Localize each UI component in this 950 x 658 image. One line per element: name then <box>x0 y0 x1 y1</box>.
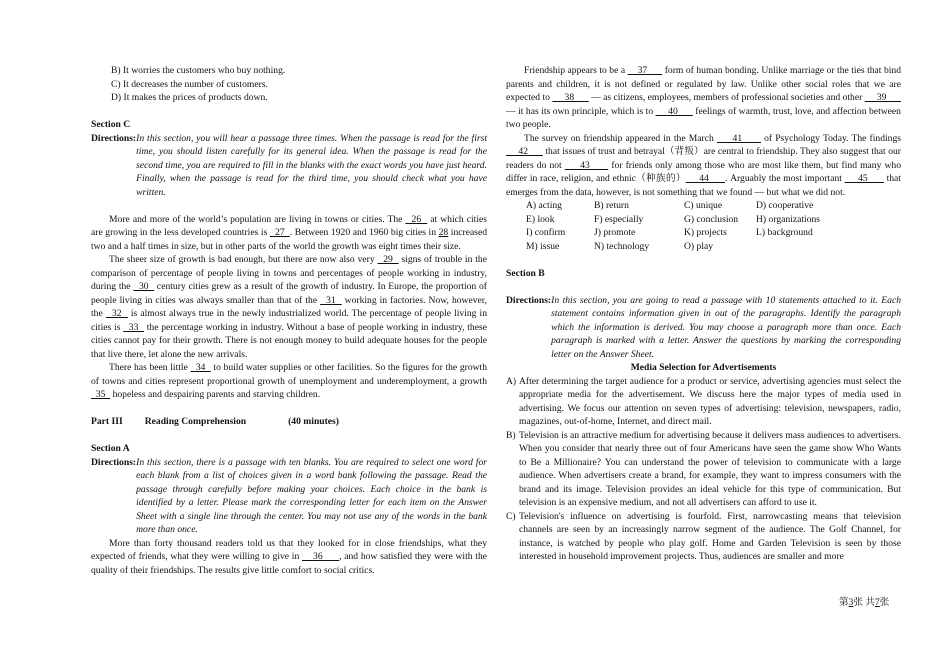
article-title: Media Selection for Advertisements <box>630 362 777 373</box>
blank-33: 33 <box>123 321 144 333</box>
word-bank-item: K) projects <box>684 227 727 238</box>
article-paragraph-c: C) Television's influence on advertising is fourfold. First, narrowcasting means that television channels are seen by an increasingly narrow segment of the audience. The Golf Channel, for instance, is watched by people who play golf. Home and Garden Television is seen by those interested in household improvement projects. Thus, audiences are smaller and more <box>506 510 901 562</box>
word-bank-item: D) cooperative <box>756 200 814 211</box>
blank-38: 38 <box>552 92 589 103</box>
directions-text: In this section, you will hear a passage three times. When the passage is read for the first time, you should listen carefully for its general idea. When the passage is read for the second time, you are required to fill in the blanks with the exact words you have just heard. Finally, when the passage is read for the third time, you should check what you have written. <box>136 132 487 198</box>
option-b: B) It worries the customers who buy nothing. <box>111 65 286 76</box>
word-bank-item: N) technology <box>594 240 650 252</box>
blank-29: 29 <box>377 254 399 265</box>
blank-31: 31 <box>320 294 342 306</box>
blank-40: 40 <box>655 105 693 117</box>
word-bank-item: A) acting <box>526 200 562 211</box>
option-d: D) It makes the prices of products down. <box>111 92 268 103</box>
passage-paragraph-2: The sheer size of growth is bad enough, but there are now also very 29 signs of trouble in the comparison of percentage of people living in towns and percentages of people working in industry, during the 30 century cities grew as a result of the growth of industry. In Europe, the proportion of people living in cities was always smaller than that of the 31 working in factories. Now, however, the 32 is almost always true in the newly industrialized world. The percentage of people living in cities is 33 the percentage working in industry. Without a base of people working in industry, these cities cannot pay for their growth. There is not enough money to build adequate houses for the people that live there, let alone the new arrivals. <box>91 254 488 360</box>
directions-label: Directions: <box>91 132 137 144</box>
directions-label: Directions: <box>91 456 137 468</box>
blank-27: 27 <box>269 227 290 238</box>
page-number: 3 <box>848 597 854 608</box>
blank-42: 42 <box>506 146 543 157</box>
blank-34: 34 <box>190 362 211 373</box>
blank-35: 35 <box>91 389 111 400</box>
passage-paragraph-3: There has been little 34 to build water supplies or other facilities. So the figures for the growth of towns and cities represent proportional growth of unemployment and underemployment, a growth 35 hopeless and despairing parents and starving children. <box>91 362 488 400</box>
blank-43: 43 <box>564 159 609 171</box>
blank-45: 45 <box>844 173 884 184</box>
article-paragraph-a: A) After determining the target audience for a product or service, advertising agencies must select the appropriate media for the advertisement. We discuss here the major types of media used in advertising. We focus our attention on seven types of advertising: television, newspapers, radio, magazines, out-of-home, Internet, and direct mail. <box>506 375 901 427</box>
right-column <box>506 64 901 564</box>
word-bank-item: I) confirm <box>526 227 566 238</box>
directions-text: In this section, you are going to read a passage with 10 statements attached to it. Each statement contains information given in out of the paragraphs. Identify the paragraph which the information is derived. You may choose a paragraph more than once. Each paragraph is marked with a letter. Answer the questions by marking the corresponding letter on the Answer Sheet. <box>551 294 901 360</box>
blank-26: 26 <box>405 213 428 225</box>
section-a-directions <box>91 456 487 537</box>
section-b-directions <box>506 294 901 362</box>
word-bank-item: L) background <box>756 227 813 238</box>
word-bank-item: G) conclusion <box>684 213 739 225</box>
word-bank-item: E) look <box>526 213 555 225</box>
section-a-paragraph-1: More than forty thousand readers told us that they looked for in close friendships, what they expected of friends, what they were willing to give in 36 , and how satisfied they were with the quality of their friendships. The results give little comfort to social critics. <box>91 537 487 576</box>
blank-30: 30 <box>133 281 155 292</box>
section-b-heading: Section B <box>506 267 545 279</box>
section-c-directions <box>91 132 487 200</box>
word-bank-item: J) promote <box>594 227 636 238</box>
page-total: 7 <box>874 597 880 608</box>
blank-37: 37 <box>627 65 663 76</box>
page-footer: 第3张 共7张 <box>839 597 890 608</box>
word-bank <box>506 199 901 253</box>
section-a-heading: Section A <box>91 443 130 454</box>
section-c-heading: Section C <box>91 119 131 130</box>
blank-36: 36 <box>302 551 340 562</box>
directions-label: Directions: <box>506 294 552 306</box>
word-bank-item: B) return <box>594 200 629 211</box>
blank-28: 28 <box>438 227 449 238</box>
word-bank-item: F) especially <box>594 213 644 225</box>
part-three-heading: Part III Reading Comprehension (40 minutes) <box>91 416 339 427</box>
directions-text: In this section, there is a passage with ten blanks. You are required to select one word for each blank from a list of choices given in a word bank following the passage. Read the passage through carefully before making your choices. Each choice in the bank is identified by a letter. Please mark the corresponding letter for each item on the Answer Sheet with a single line through the center. You may not use any of the words in the bank more than once. <box>136 456 487 535</box>
blank-44: 44 <box>685 173 725 184</box>
friendship-paragraph-2: The survey on friendship appeared in the March 41 of Psychology Today. The findings 42 that issues of trust and betrayal（背叛）are central to friendship. They also suggest that our readers do not 43 for friends only among those who are most like them, but find many who differ in race, religion, and ethnic（种族的） 44 . Arguably the most important 45 that emerges from the data, however, is not something that we found — but what we did not. <box>506 132 902 198</box>
word-bank-item: C) unique <box>684 200 723 211</box>
blank-32: 32 <box>105 308 128 319</box>
option-c: C) It decreases the number of customers. <box>111 78 268 90</box>
blank-41: 41 <box>716 132 761 144</box>
word-bank-item: O) play <box>684 240 714 252</box>
word-bank-item: H) organizations <box>756 213 821 225</box>
friendship-paragraph-1: Friendship appears to be a 37 form of human bonding. Unlike marriage or the ties that bind parents and children, it is not defined or regulated by law. Unlike other social roles that we are expected to 38 — as citizens, employees, members of professional societies and other 39 — it has its own principle, which is to 40 feelings of warmth, trust, love, and affection between two people. <box>506 65 902 130</box>
article-paragraph-b: B) Television is an attractive medium for advertising because it delivers mass audiences to advertisers. When you consider that nearly three out of four Americans have seen the game show Who Wants to Be a Millionaire? You can understand the power of television to communicate with a large audience. When advertisers create a brand, for example, they want to impress consumers with the brand and its image. Television provides an ideal vehicle for this type of communication. But television is an expensive medium, and not all advertisers can afford to use it. <box>506 429 901 508</box>
word-bank-item: M) issue <box>526 240 560 252</box>
blank-39: 39 <box>864 92 901 103</box>
left-column <box>91 64 487 577</box>
passage-paragraph-1: More and more of the world’s population are living in towns or cities. The 26 at which cities are growing in the less developed countries is 27 . Between 1920 and 1960 big cities in 28 increased two and a half times in size, but in other parts of the world the growth was eight times their size. <box>91 213 488 252</box>
